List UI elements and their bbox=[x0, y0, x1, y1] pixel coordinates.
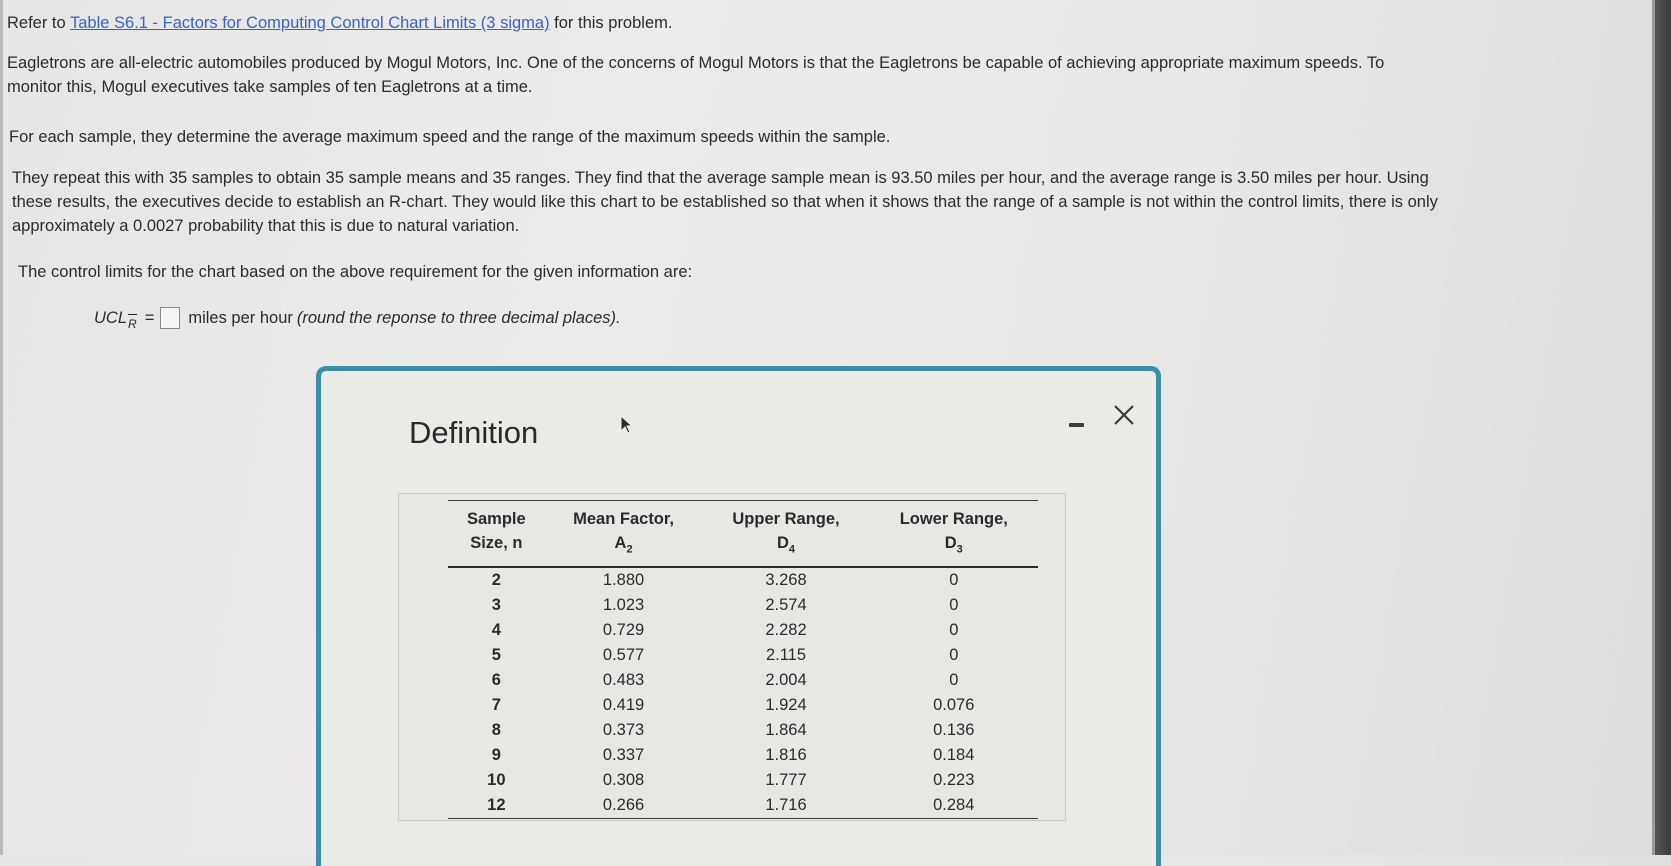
ucl-subscript bbox=[128, 317, 137, 331]
cell-d3: 0.136 bbox=[933, 721, 975, 740]
cell-a2: 0.308 bbox=[602, 771, 645, 790]
header-line-2: D bbox=[776, 534, 789, 552]
ucl-subscript-text: R bbox=[128, 317, 137, 331]
cell-d4: 1.716 bbox=[765, 796, 807, 815]
mouse-pointer-icon bbox=[619, 415, 635, 435]
window-right-edge bbox=[1652, 0, 1671, 855]
header-line-1: Sample bbox=[466, 510, 526, 528]
paragraph-1-line-1: Eagletrons are all-electric automobiles produced by Mogul Motors, Inc. One of the concerns of Mogul Motors is that the Eagletrons be capable of achieving appropriate maximum speeds. To bbox=[7, 54, 1385, 72]
header-line-2: D bbox=[944, 534, 957, 552]
paragraph-3-line-1: They repeat this with 35 samples to obtain 35 sample means and 35 ranges. They find that the average sample mean is 93.50 miles per hour, and the average range is 3.50 miles per hour. Using bbox=[12, 169, 1429, 187]
table-row bbox=[448, 793, 1038, 819]
cell-d3: 0 bbox=[949, 596, 959, 615]
cell-a2: 0.373 bbox=[602, 721, 645, 740]
cell-a2: 0.419 bbox=[602, 696, 645, 715]
cell-a2: 0.483 bbox=[602, 671, 645, 690]
cell-sample-size: 8 bbox=[491, 721, 501, 740]
header-mean-factor bbox=[545, 501, 703, 568]
cell-d4: 2.574 bbox=[765, 596, 807, 615]
cell-a2: 0.266 bbox=[602, 796, 645, 815]
cell-d4: 1.864 bbox=[765, 721, 807, 740]
cell-d3: 0.076 bbox=[933, 696, 975, 715]
r-bar-overline bbox=[128, 314, 137, 315]
table-row bbox=[448, 567, 1038, 593]
header-upper-range bbox=[702, 501, 869, 568]
paragraph-2: For each sample, they determine the average maximum speed and the range of the maximum speeds within the sample. bbox=[9, 128, 891, 146]
cell-a2: 1.880 bbox=[602, 571, 645, 590]
cell-d3: 0 bbox=[949, 571, 959, 590]
dialog-title: Definition bbox=[409, 415, 539, 450]
cell-sample-size: 6 bbox=[491, 671, 501, 690]
table-row bbox=[448, 593, 1038, 618]
cell-d3: 0.184 bbox=[933, 746, 975, 765]
cell-sample-size: 10 bbox=[487, 771, 506, 790]
cell-d3: 0.223 bbox=[933, 771, 975, 790]
header-line-2: A bbox=[614, 534, 627, 552]
paragraph-3-line-3: approximately a 0.0027 probability that this is due to natural variation. bbox=[12, 217, 520, 235]
table-link[interactable]: Table S6.1 - Factors for Computing Control Chart Limits (3 sigma) bbox=[69, 14, 550, 32]
cell-d4: 1.816 bbox=[765, 746, 807, 765]
header-lower-range bbox=[870, 501, 1038, 568]
close-icon[interactable] bbox=[1110, 401, 1138, 429]
intro-suffix: for this problem. bbox=[549, 14, 673, 32]
cell-d4: 2.115 bbox=[765, 646, 807, 665]
header-subscript: 3 bbox=[956, 543, 963, 556]
header-sample-size bbox=[448, 501, 545, 568]
header-subscript: 4 bbox=[788, 543, 796, 556]
paragraph-3 bbox=[12, 166, 1438, 238]
cell-d4: 2.282 bbox=[765, 621, 807, 640]
cell-d4: 2.004 bbox=[765, 671, 807, 690]
table-header-row bbox=[448, 501, 1038, 568]
intro-prefix: Refer to bbox=[7, 14, 70, 32]
definition-dialog bbox=[316, 366, 1161, 866]
paragraph-3-line-2: these results, the executives decide to establish an R-chart. They would like this chart to be established so that when it shows that the range of a sample is not within the control limits, there is only bbox=[12, 193, 1438, 211]
header-line-1: Upper Range, bbox=[732, 510, 840, 528]
ucl-answer-row bbox=[94, 307, 621, 329]
table-row bbox=[448, 743, 1038, 768]
cell-a2: 0.577 bbox=[602, 646, 645, 665]
cell-d4: 1.777 bbox=[765, 771, 807, 790]
cell-sample-size: 9 bbox=[491, 746, 501, 765]
cell-a2: 0.729 bbox=[602, 621, 645, 640]
cell-sample-size: 7 bbox=[491, 696, 501, 715]
cell-d4: 1.924 bbox=[765, 696, 807, 715]
header-line-1: Mean Factor, bbox=[573, 510, 674, 528]
minimize-icon[interactable] bbox=[1067, 411, 1087, 431]
cell-a2: 0.337 bbox=[602, 746, 645, 765]
header-line-1: Lower Range, bbox=[899, 510, 1008, 528]
header-line-2: Size, n bbox=[470, 534, 523, 552]
cell-sample-size: 3 bbox=[491, 596, 501, 615]
ucl-answer-input[interactable] bbox=[160, 307, 180, 329]
table-row bbox=[448, 668, 1038, 693]
cell-a2: 1.023 bbox=[602, 596, 645, 615]
cell-sample-size: 12 bbox=[487, 796, 506, 815]
table-row bbox=[448, 768, 1038, 793]
paragraph-1-line-2: monitor this, Mogul executives take samples of ten Eagletrons at a time. bbox=[7, 78, 533, 96]
control-chart-factors-table bbox=[448, 500, 1038, 819]
paragraph-1 bbox=[7, 51, 1384, 99]
intro-line bbox=[7, 11, 672, 35]
header-subscript: 2 bbox=[626, 543, 633, 556]
cell-d3: 0 bbox=[949, 621, 959, 640]
cell-sample-size: 4 bbox=[491, 621, 501, 640]
paragraph-4: The control limits for the chart based on the above requirement for the given information are: bbox=[18, 263, 693, 281]
cell-sample-size: 5 bbox=[491, 646, 501, 665]
table-row bbox=[448, 693, 1038, 718]
factors-table-frame bbox=[398, 493, 1066, 821]
cell-d3: 0 bbox=[949, 671, 959, 690]
cell-d4: 3.268 bbox=[765, 571, 807, 590]
cell-d3: 0 bbox=[949, 646, 959, 665]
equals-sign: = bbox=[144, 308, 155, 327]
table-row bbox=[448, 718, 1038, 743]
cell-d3: 0.284 bbox=[933, 796, 975, 815]
table-row bbox=[448, 643, 1038, 668]
ucl-units: miles per hour bbox=[188, 308, 293, 327]
left-edge bbox=[0, 0, 3, 855]
ucl-label: UCL bbox=[94, 308, 128, 327]
table-row bbox=[448, 618, 1038, 643]
cell-sample-size: 2 bbox=[491, 571, 501, 590]
ucl-instruction: (round the reponse to three decimal places). bbox=[296, 308, 621, 327]
